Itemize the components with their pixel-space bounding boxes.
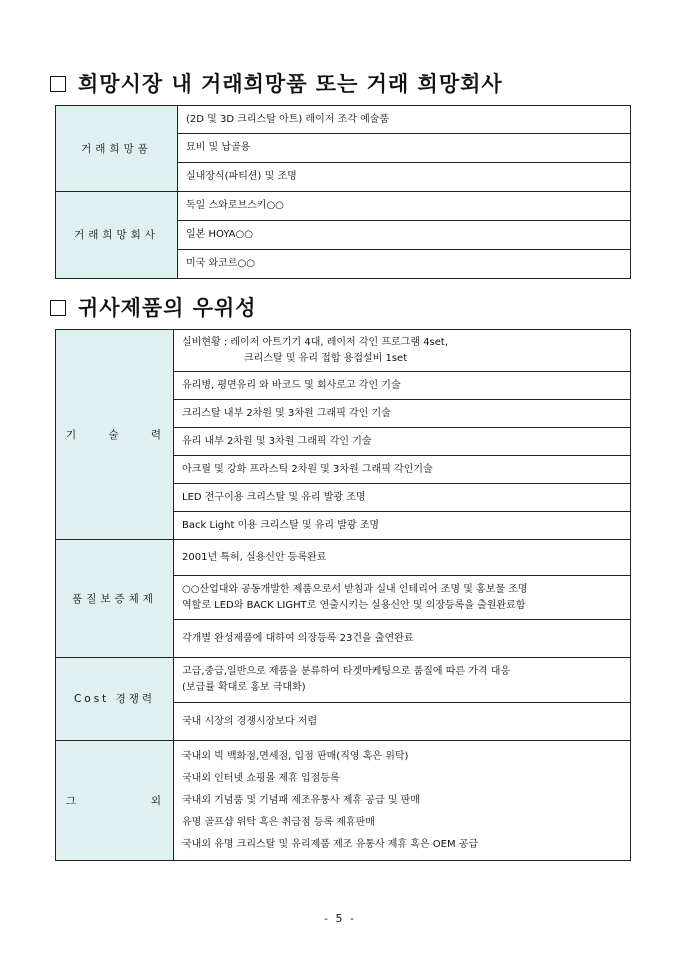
section-2-heading bbox=[50, 292, 257, 322]
cell-line: 국내외 빅 백화점,면세점, 입점 판매(직영 혹은 위탁) bbox=[182, 750, 409, 762]
table-cell: (2D 및 3D 크리스탈 아트) 레이저 조각 예술품 bbox=[178, 106, 631, 134]
cell-line: 역할로 LED와 BACK LIGHT로 연출시키는 실용신안 및 의장등록을 출원완료함 bbox=[182, 599, 526, 611]
label-trade-companies: 거래희망회사 bbox=[56, 192, 178, 279]
table-cell: Back Light 이용 크리스탈 및 유리 발광 조명 bbox=[174, 512, 631, 540]
cell-line: 고급,중급,일반으로 제품을 분류하여 타겟마케팅으로 품질에 따른 가격 대응 bbox=[182, 666, 511, 677]
trade-wish-table bbox=[55, 105, 631, 279]
label-part: 력 bbox=[150, 428, 161, 441]
cell-line: 실비현황 : 레이저 아트기기 4대, 레이저 각인 프로그램 4set, bbox=[182, 336, 449, 348]
table-cell: 유리 내부 2차원 및 3차원 그래픽 각인 기술 bbox=[174, 428, 631, 456]
table-cell: 아크릴 및 강화 프라스틱 2차원 및 3차원 그래픽 각인기술 bbox=[174, 456, 631, 484]
cell-line: (보급률 확대로 홍보 극대화) bbox=[182, 682, 306, 693]
cell-line: 국내외 기념품 및 기념패 제조유통사 제휴 공급 및 판매 bbox=[182, 794, 420, 806]
table-cell: 실내장식(파티션) 및 조명 bbox=[178, 163, 631, 192]
label-trade-goods: 거래희망품 bbox=[56, 106, 178, 192]
table-cell: 각개별 완성제품에 대하여 의장등록 23건을 출연완료 bbox=[174, 620, 631, 658]
table-cell: 크리스탈 내부 2차원 및 3차원 그래픽 각인 기술 bbox=[174, 400, 631, 428]
label-others bbox=[56, 741, 174, 861]
cell-line: 크리스탈 및 유리 접합 용접설비 1set bbox=[244, 352, 408, 364]
label-part: 기 bbox=[66, 428, 77, 441]
section-1-title: 희망시장 내 거래희망품 또는 거래 희망회사 bbox=[78, 71, 503, 96]
cell-line: ○○산업대와 공동개발한 제품으로서 받침과 실내 인테리어 조명 및 홍보물 조명 bbox=[182, 583, 528, 595]
section-2-title: 귀사제품의 우위성 bbox=[78, 295, 257, 320]
table-cell: 국내 시장의 경쟁시장보다 저렴 bbox=[174, 703, 631, 741]
table-cell bbox=[174, 741, 631, 861]
cell-line: 유명 골프샵 위탁 혹은 취급점 등록 제휴판매 bbox=[182, 816, 375, 828]
page-number: - 5 - bbox=[324, 912, 356, 925]
table-cell: 유리병, 평면유리 와 바코드 및 회사로고 각인 기술 bbox=[174, 372, 631, 400]
advantages-table bbox=[55, 329, 631, 861]
label-quality-assurance: 품질보증체제 bbox=[56, 540, 174, 658]
cell-line: 국내외 유명 크리스탈 및 유리제품 제조 유통사 제휴 혹은 OEM 공급 bbox=[182, 838, 479, 850]
table-cell: 묘비 및 납골용 bbox=[178, 134, 631, 163]
label-part: 그 bbox=[66, 794, 77, 807]
checkbox-square-icon bbox=[50, 300, 66, 316]
cell-line: 국내외 인터넷 쇼핑몰 제휴 입점등록 bbox=[182, 772, 340, 784]
label-part: 술 bbox=[108, 428, 119, 441]
table-cell: 독일 스와로브스키○○ bbox=[178, 192, 631, 221]
label-technology bbox=[56, 330, 174, 540]
table-cell bbox=[174, 576, 631, 620]
table-cell: 미국 와코르○○ bbox=[178, 250, 631, 279]
section-1-heading bbox=[50, 68, 503, 98]
label-part: 외 bbox=[150, 794, 161, 807]
table-cell: LED 전구이용 크리스탈 및 유리 발광 조명 bbox=[174, 484, 631, 512]
table-cell: 2001년 특허, 실용신안 등록완료 bbox=[174, 540, 631, 576]
checkbox-square-icon bbox=[50, 76, 66, 92]
label-cost-competitiveness: Cost 경쟁력 bbox=[56, 658, 174, 741]
table-cell bbox=[174, 330, 631, 372]
table-cell: 일본 HOYA○○ bbox=[178, 221, 631, 250]
table-cell bbox=[174, 658, 631, 703]
